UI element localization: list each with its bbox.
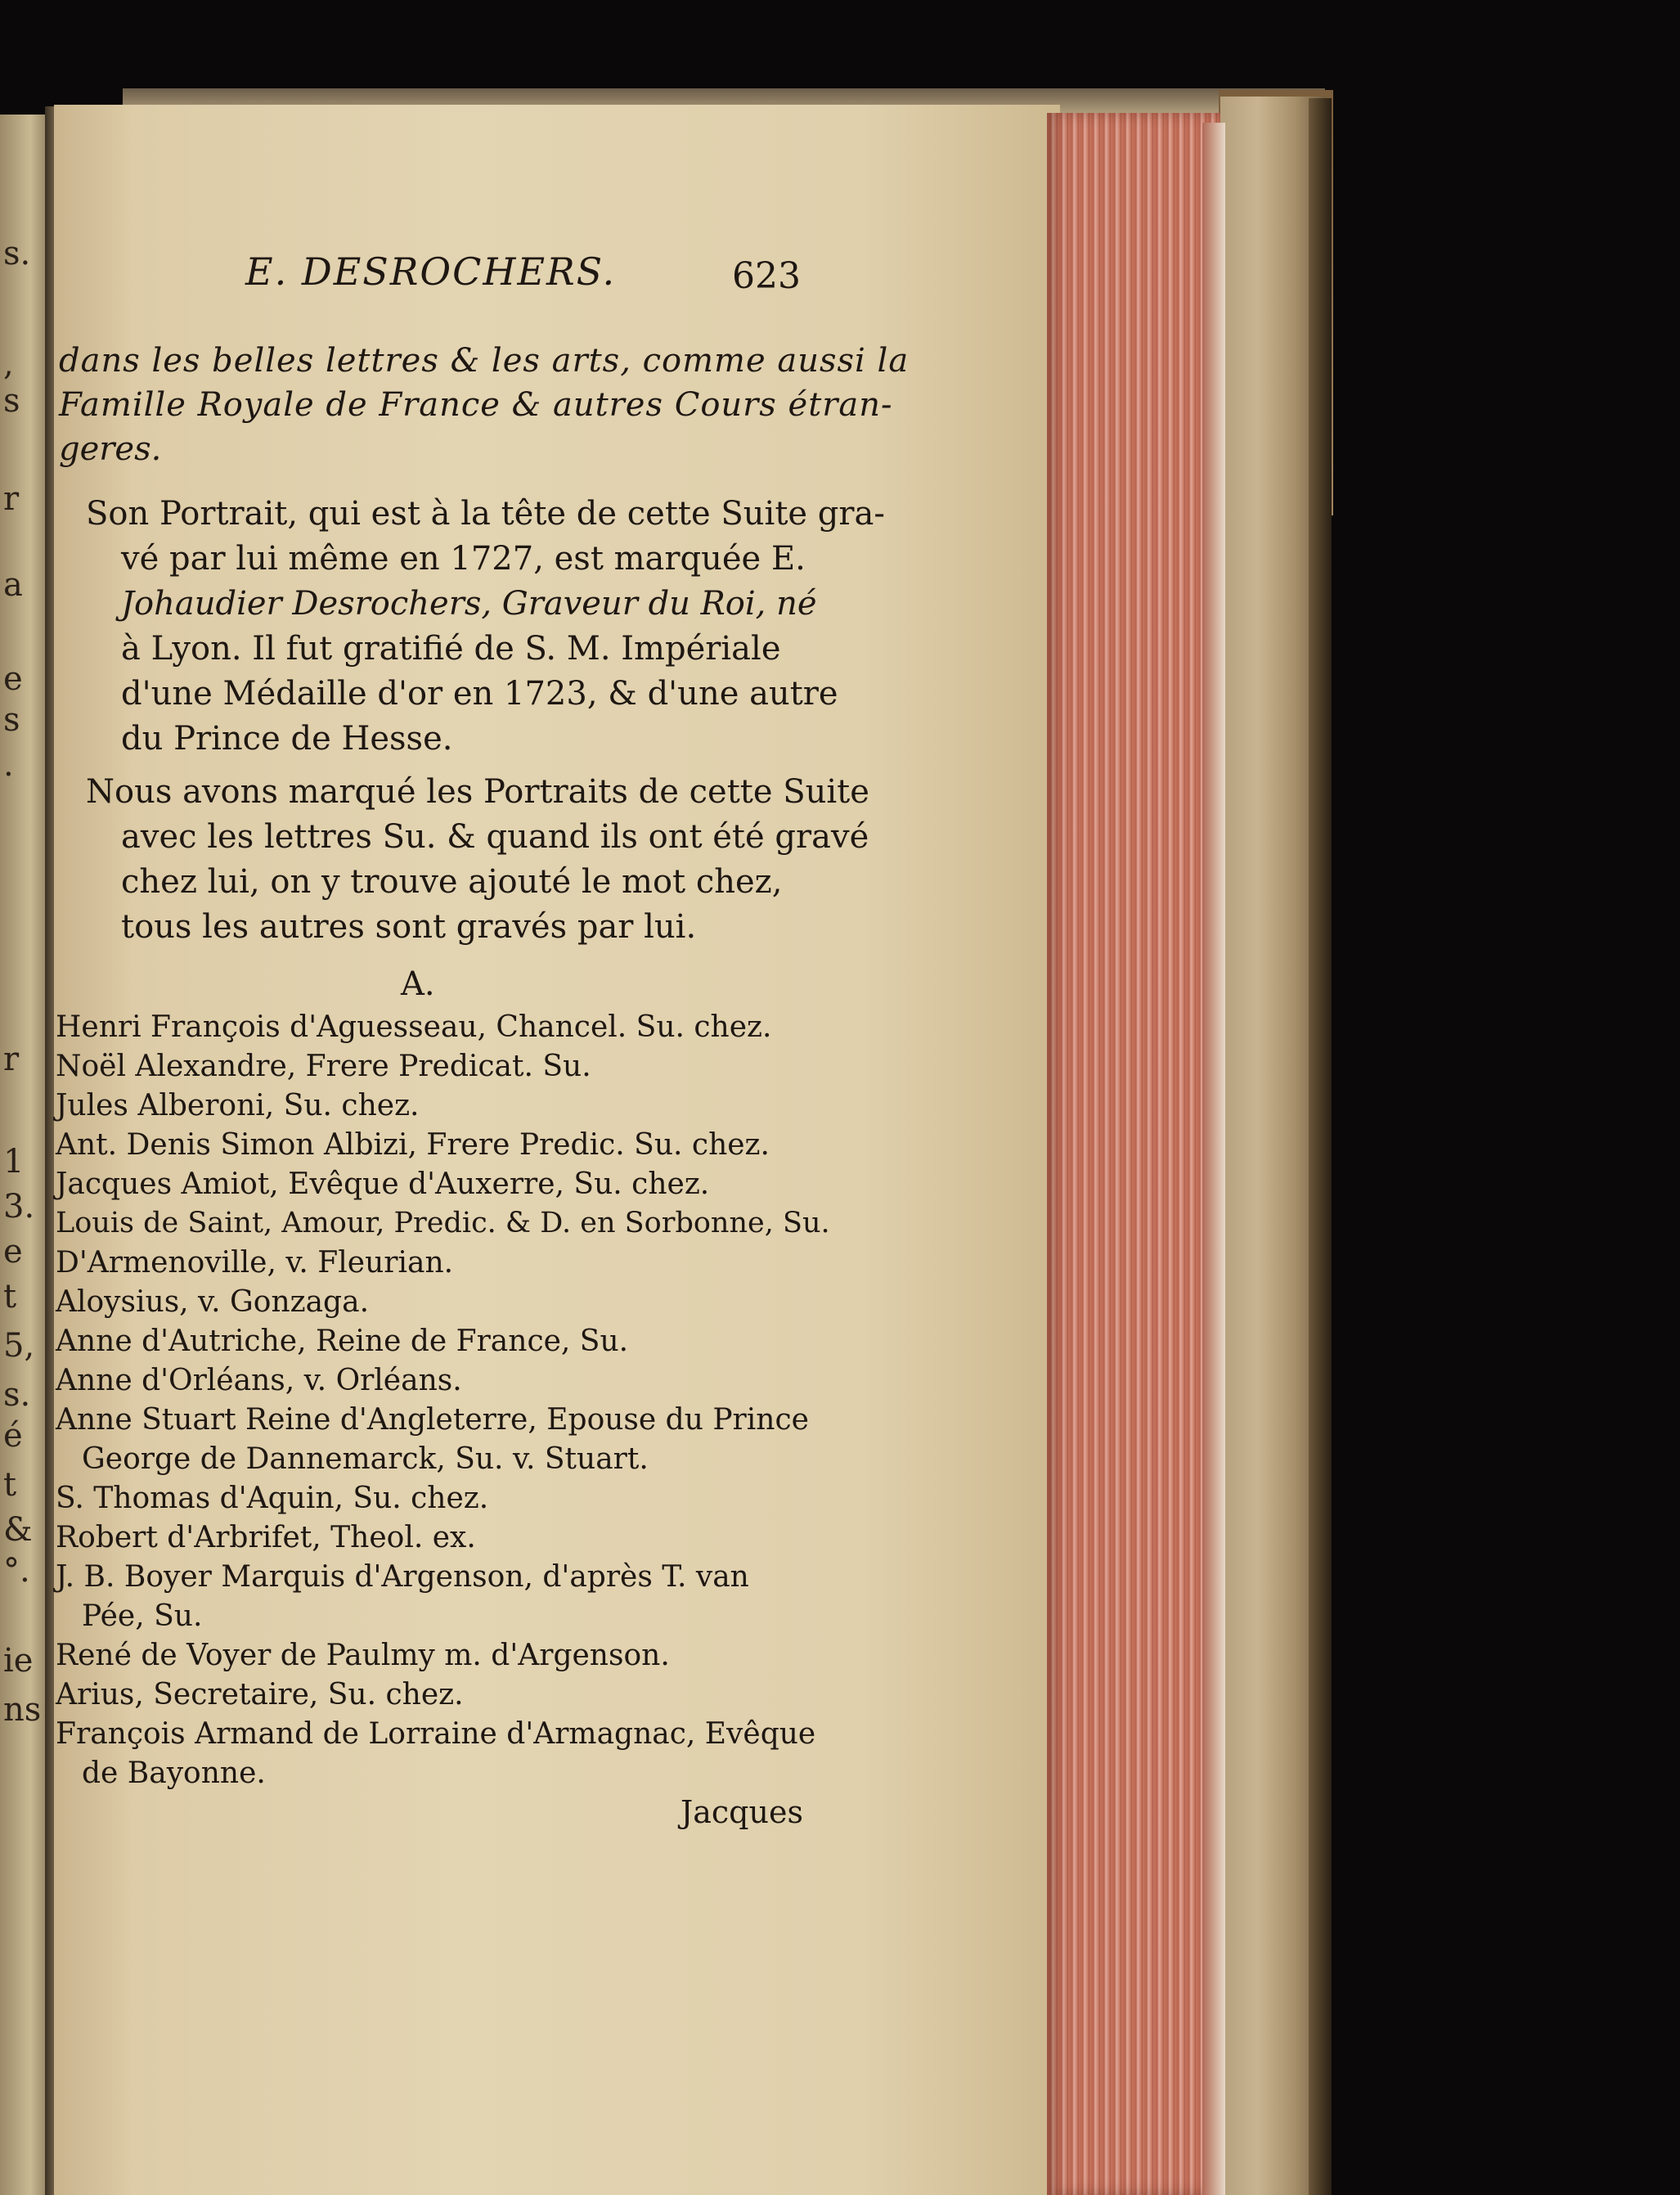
index-entry: Louis de Saint, Amour, Predic. & D. en Sorbonne, Su. (56, 1207, 830, 1239)
fragment: t (3, 1278, 17, 1316)
index-entry: de Bayonne. (82, 1756, 266, 1790)
fragment: s. (3, 235, 31, 272)
fragment: , (3, 345, 14, 383)
fragment: 3. (3, 1188, 35, 1226)
index-entry: François Armand de Lorraine d'Armagnac, Evêque (56, 1717, 816, 1751)
para1-line: d'une Médaille d'or en 1723, & d'une autre (121, 675, 838, 713)
fragment: s. (3, 1376, 31, 1414)
intro-line: geres. (59, 430, 162, 468)
index-entry: Noël Alexandre, Frere Predicat. Su. (56, 1050, 591, 1083)
fragment: e (3, 1233, 23, 1271)
index-entry: D'Armenoville, v. Fleurian. (56, 1246, 454, 1280)
para2-line: Nous avons marqué les Portraits de cette Suite (86, 773, 869, 811)
para1-line: du Prince de Hesse. (121, 720, 453, 758)
index-entry: René de Voyer de Paulmy m. d'Argenson. (56, 1639, 670, 1672)
para1-line: Johaudier Desrochers, Graveur du Roi, né (121, 585, 817, 623)
fragment: s (3, 382, 20, 420)
index-entry: Arius, Secretaire, Su. chez. (56, 1678, 464, 1711)
catchword: Jacques (681, 1794, 803, 1830)
index-entry: Aloysius, v. Gonzaga. (56, 1285, 370, 1319)
fragment: s (3, 701, 20, 739)
index-entry: Robert d'Arbrifet, Theol. ex. (56, 1521, 476, 1554)
fragment: ie (3, 1642, 34, 1680)
fragment: °. (3, 1552, 30, 1590)
fragment: e (3, 660, 23, 698)
index-entry: Ant. Denis Simon Albizi, Frere Predic. Su. chez. (56, 1128, 770, 1162)
fragment: t (3, 1466, 17, 1504)
index-entry: Anne Stuart Reine d'Angleterre, Epouse du Prince (56, 1403, 809, 1437)
index-entry: S. Thomas d'Aquin, Su. chez. (56, 1482, 489, 1515)
page-edge-highlight (1202, 123, 1225, 2195)
para1-line: Son Portrait, qui est à la tête de cette Suite gra- (86, 495, 885, 533)
para2-line: chez lui, on y trouve ajouté le mot chez, (121, 863, 783, 901)
index-entry: Anne d'Autriche, Reine de France, Su. (56, 1325, 629, 1358)
fragment: . (3, 746, 14, 784)
intro-line: Famille Royale de France & autres Cours étran- (59, 386, 893, 424)
index-entry: Jules Alberoni, Su. chez. (56, 1089, 420, 1122)
index-entry: Pée, Su. (82, 1599, 203, 1633)
para1-line: à Lyon. Il fut gratifié de S. M. Impériale (121, 630, 781, 668)
index-entry: Jacques Amiot, Evêque d'Auxerre, Su. chez. (56, 1167, 710, 1201)
para2-line: avec les lettres Su. & quand ils ont été gravé (121, 818, 869, 856)
fragment: a (3, 566, 23, 604)
fragment: ns (3, 1691, 42, 1729)
fragment: r (3, 1041, 20, 1078)
index-entry: Anne d'Orléans, v. Orléans. (56, 1364, 462, 1397)
para1-line: vé par lui même en 1727, est marquée E. (121, 540, 806, 578)
index-entry: George de Dannemarck, Su. v. Stuart. (82, 1442, 649, 1476)
fragment: 1 (3, 1143, 25, 1181)
intro-line: dans les belles lettres & les arts, comme aussi la (59, 342, 910, 380)
cover-edge (1309, 98, 1332, 2195)
fragment: & (3, 1511, 33, 1549)
fragment: 5, (3, 1327, 35, 1365)
running-head-title: E. DESROCHERS. (245, 250, 617, 294)
section-letter: A. (401, 965, 435, 1003)
page-number: 623 (732, 255, 801, 297)
red-page-edges (1047, 113, 1220, 2195)
fragment: é (3, 1417, 23, 1455)
para2-line: tous les autres sont gravés par lui. (121, 908, 697, 946)
fragment: r (3, 480, 20, 518)
index-entry: Henri François d'Aguesseau, Chancel. Su. chez. (56, 1010, 772, 1044)
index-entry: J. B. Boyer Marquis d'Argenson, d'après T. van (56, 1560, 749, 1594)
